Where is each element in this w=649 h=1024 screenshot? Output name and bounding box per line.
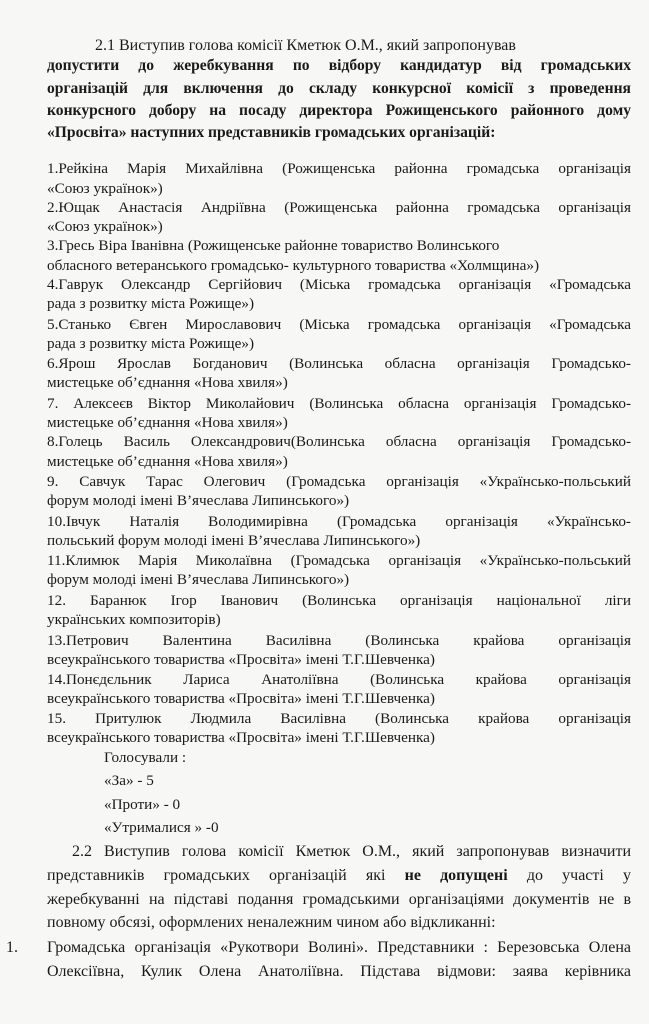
- candidate-item: 5.Станько Євген Мирославович (Міська громадська організація «Громадська: [47, 316, 631, 333]
- section-2-1-bold-line: допустити до жеребкування по відбору кандидатур від громадських: [47, 57, 631, 74]
- vote-abstained: «Утрималися » -0: [104, 819, 219, 836]
- excluded-item: Громадська організація «Рукотвори Волині». Представники : Березовська Олена: [47, 939, 631, 956]
- candidate-item-cont: мистецьке об’єднання «Нова хвиля»): [47, 414, 288, 431]
- vote-against: «Проти» - 0: [104, 796, 181, 813]
- section-2-1-bold-line: «Просвіта» наступних представників громадських організацій:: [47, 124, 496, 141]
- candidate-item: 10.Івчук Наталія Володимирівна (Громадська організація «Українсько-: [47, 513, 631, 530]
- candidate-item-cont: всеукраїнського товариства «Просвіта» імені Т.Г.Шевченка): [47, 729, 435, 746]
- vote-for: «За» - 5: [104, 772, 154, 789]
- candidate-item: 3.Гресь Віра Іванівна (Рожищенське районне товариство Волинського: [47, 237, 500, 254]
- candidate-item-cont: «Союз українок»): [47, 180, 163, 197]
- candidate-item: 1.Рейкіна Марія Михайлівна (Рожищенська районна громадська організація: [47, 160, 631, 177]
- candidate-item-cont: українських композиторів): [47, 611, 221, 628]
- candidate-item-cont: рада з розвитку міста Рожище»): [47, 335, 254, 352]
- section-2-1-bold-line: організацій для включення до складу конкурсної комісії з проведення: [47, 80, 631, 97]
- candidate-item-cont: мистецьке об’єднання «Нова хвиля»): [47, 453, 288, 470]
- not-admitted-emphasis: не допущені: [404, 867, 508, 884]
- candidate-item: 2.Ющак Анастасія Андріївна (Рожищенська районна громадська організація: [47, 199, 631, 216]
- candidate-item-cont: всеукраїнського товариства «Просвіта» імені Т.Г.Шевченка): [47, 690, 435, 707]
- excluded-item-number: 1.: [6, 939, 18, 956]
- section-2-1-intro: 2.1 Виступив голова комісії Кметюк О.М., який запропонував: [95, 37, 516, 54]
- candidate-item-cont: польський форум молоді імені В’ячеслава Липинського»): [47, 532, 421, 549]
- candidate-item-cont: мистецьке об’єднання «Нова хвиля»): [47, 374, 288, 391]
- candidate-item: 13.Петрович Валентина Василівна (Волинська крайова організація: [47, 632, 631, 649]
- section-2-2-line: жеребкуванні на підставі подання громадськими організаціями документів не в: [47, 891, 631, 908]
- candidate-item: 8.Голець Василь Олександрович(Волинська обласна організація Громадсько-: [47, 433, 631, 450]
- candidate-item-cont: форум молоді імені В’ячеслава Липинського»): [47, 492, 350, 509]
- candidate-item-cont: рада з розвитку міста Рожище»): [47, 295, 254, 312]
- section-2-2-line: представників громадських організацій які не допущені до участі у: [47, 867, 631, 884]
- candidate-item: 15. Притулюк Людмила Василівна (Волинська крайова організація: [47, 710, 631, 727]
- candidate-item: 7. Алексеєв Віктор Миколайович (Волинська обласна організація Громадсько-: [47, 395, 631, 412]
- candidate-item-cont: всеукраїнського товариства «Просвіта» імені Т.Г.Шевченка): [47, 651, 435, 668]
- candidate-item-cont: «Союз українок»): [47, 218, 163, 235]
- excluded-item-cont: Олексіївна, Кулик Олена Анатоліївна. Підстава відмови: заява керівника: [47, 963, 631, 980]
- section-2-2-line: повному обсязі, оформлених неналежним чином або відкликанні:: [47, 914, 496, 931]
- candidate-item: 14.Понєдєльник Лариса Анатоліївна (Волинська крайова організація: [47, 671, 631, 688]
- candidate-item: 11.Климюк Марія Миколаївна (Громадська організація «Українсько-польський: [47, 552, 631, 569]
- candidate-item: 9. Савчук Тарас Олегович (Громадська організація «Українсько-польський: [47, 473, 631, 490]
- candidate-item-cont: форум молоді імені В’ячеслава Липинського»): [47, 571, 350, 588]
- candidate-item: 12. Баранюк Ігор Іванович (Волинська організація національної ліги: [47, 592, 631, 609]
- candidate-item-cont: обласного ветеранського громадсько- культурного товариства «Холмщина»): [47, 257, 540, 274]
- section-2-2-intro: 2.2 Виступив голова комісії Кметюк О.М., який запропонував визначити: [72, 843, 631, 860]
- candidate-item: 6.Ярош Ярослав Богданович (Волинська обласна організація Громадсько-: [47, 355, 631, 372]
- vote-heading: Голосували :: [104, 749, 187, 766]
- candidate-item: 4.Гаврук Олександр Сергійович (Міська громадська організація «Громадська: [47, 276, 631, 293]
- section-2-1-bold-line: конкурсного добору на посаду директора Рожищенського районного дому: [47, 102, 631, 119]
